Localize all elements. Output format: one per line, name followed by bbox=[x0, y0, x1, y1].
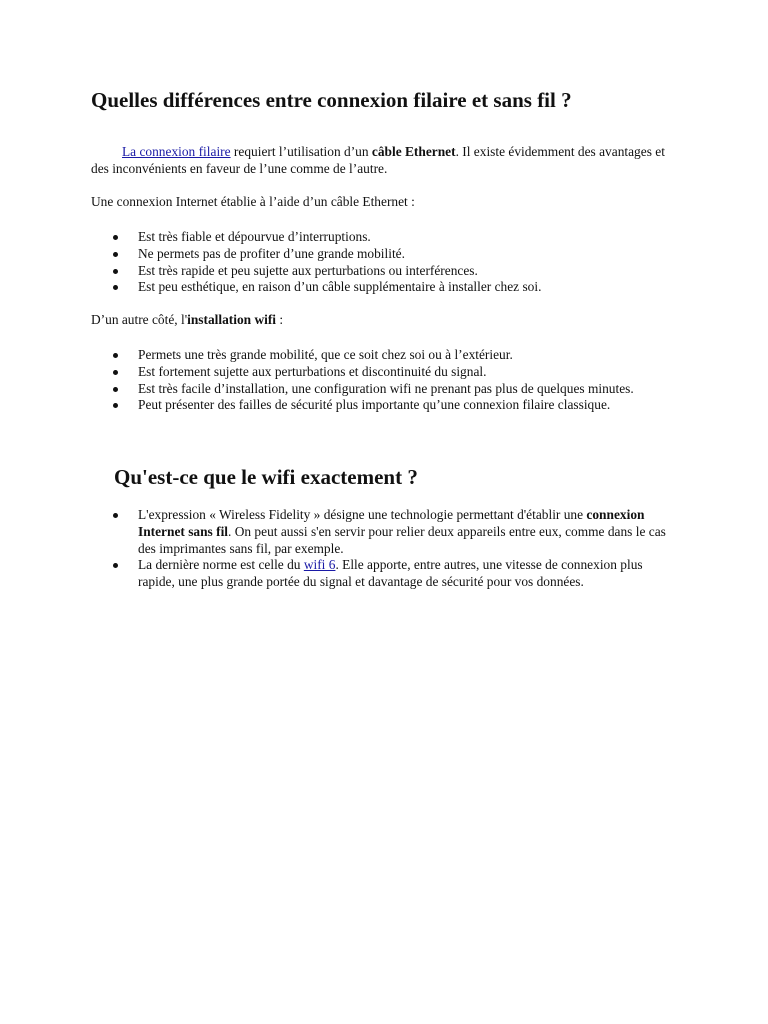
bullet-icon bbox=[113, 563, 118, 568]
link-connexion-filaire[interactable]: La connexion filaire bbox=[122, 144, 231, 159]
list-item-text: Est fortement sujette aux perturbations et discontinuité du signal. bbox=[138, 363, 487, 379]
intro-text-a: requiert l’utilisation d’un bbox=[230, 144, 372, 159]
wifi-intro-bold: installation wifi bbox=[187, 312, 277, 327]
list-item-text: Permets une très grande mobilité, que ce soit chez soi ou à l’extérieur. bbox=[138, 347, 513, 362]
list-item bbox=[91, 279, 631, 296]
list-item-text: Est très rapide et peu sujette aux perturbations ou interférences. bbox=[138, 262, 478, 278]
bullet-icon bbox=[113, 370, 118, 375]
list-item bbox=[91, 347, 651, 364]
wifi-list bbox=[91, 347, 651, 414]
bullet-icon bbox=[113, 353, 118, 358]
list-item-text: Est très facile d’installation, une configuration wifi ne prenant pas plus de quelques minutes. bbox=[138, 380, 634, 396]
def1-text-b: . On peut aussi s'en servir pour relier deux appareils entre eux, comme dans le cas des imprimantes sans fil, par exemple. bbox=[138, 523, 666, 556]
wifi-intro-text-b: : bbox=[276, 312, 284, 327]
list-item bbox=[91, 229, 631, 246]
intro-paragraph bbox=[91, 144, 681, 178]
def1-bold: connexion Internet sans fil bbox=[138, 507, 645, 539]
bullet-icon bbox=[113, 252, 118, 257]
bullet-icon bbox=[113, 269, 118, 274]
list-item bbox=[91, 397, 651, 414]
list-item bbox=[91, 263, 631, 280]
bullet-icon bbox=[113, 513, 118, 518]
intro-text-b: . Il existe évidemment des avantages et des inconvénients en faveur de l’une comme de l’autre. bbox=[91, 144, 665, 176]
wifi-intro-text-a: D’un autre côté, l' bbox=[91, 312, 188, 327]
list-item bbox=[91, 381, 651, 398]
list-item-text: Est peu esthétique, en raison d’un câble supplémentaire à installer chez soi. bbox=[138, 279, 542, 295]
list-item bbox=[91, 557, 681, 591]
wifi-intro bbox=[91, 312, 681, 329]
list-item-text: Peut présenter des failles de sécurité plus importante qu’une connexion filaire classique. bbox=[138, 397, 611, 413]
link-wifi-6[interactable]: wifi 6 bbox=[303, 557, 336, 573]
bullet-icon bbox=[113, 235, 118, 240]
bullet-icon bbox=[113, 285, 118, 290]
list-item bbox=[91, 246, 631, 263]
bullet-icon bbox=[113, 387, 118, 392]
list-item-text: Ne permets pas de profiter d’une grande mobilité. bbox=[138, 245, 405, 261]
ethernet-intro: Une connexion Internet établie à l’aide d’un câble Ethernet : bbox=[91, 194, 415, 209]
intro-bold-cable: câble Ethernet bbox=[371, 144, 456, 159]
ethernet-list bbox=[91, 229, 631, 296]
heading-differences: Quelles différences entre connexion filaire et sans fil ? bbox=[91, 88, 572, 112]
wifi-definition-list bbox=[91, 507, 681, 591]
def2-text-a: La dernière norme est celle du bbox=[138, 557, 304, 573]
def1-text-a: L'expression « Wireless Fidelity » désigne une technologie permettant d'établir une bbox=[138, 507, 587, 522]
heading-wifi: Qu'est-ce que le wifi exactement ? bbox=[114, 465, 418, 489]
def2-text-b: . Elle apporte, entre autres, une vitesse de connexion plus rapide, une plus grande portée du signal et davantage de sécurité pour vos données. bbox=[138, 557, 643, 590]
list-item bbox=[91, 507, 681, 557]
list-item-text: Est très fiable et dépourvue d’interruptions. bbox=[138, 229, 371, 244]
list-item bbox=[91, 364, 651, 381]
bullet-icon bbox=[113, 403, 118, 408]
